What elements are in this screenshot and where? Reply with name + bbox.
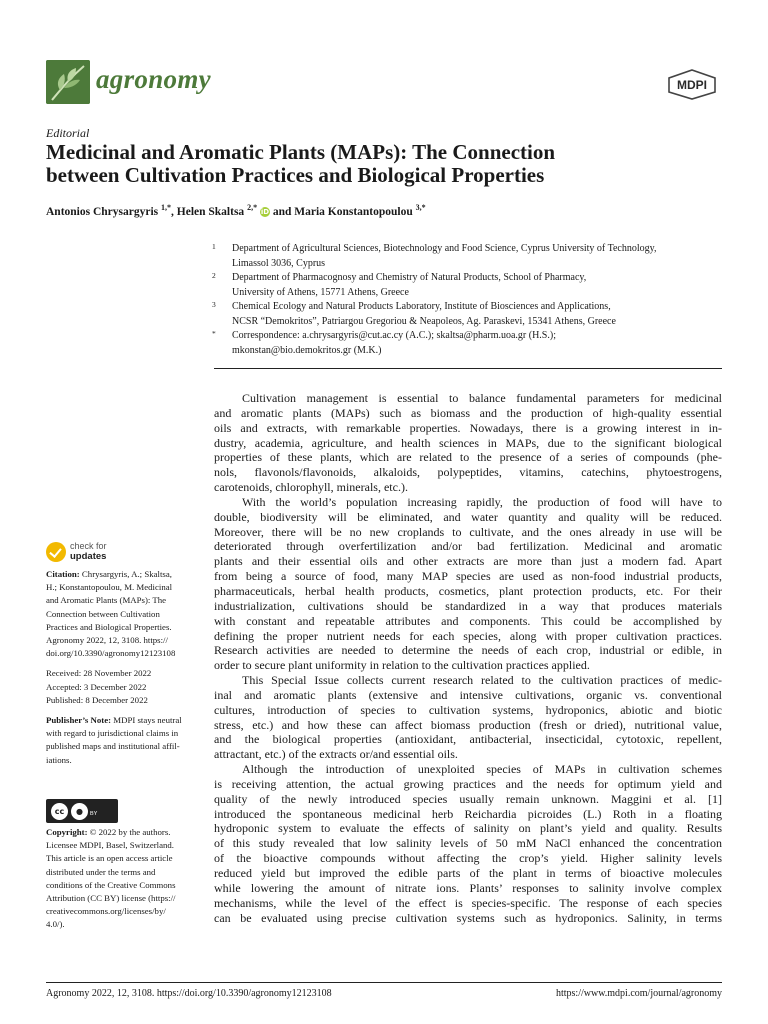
check-updates-line: updates: [70, 550, 107, 562]
published-date: Published: 8 December 2022: [46, 694, 148, 705]
publisher-note-label: Publisher’s Note:: [46, 715, 112, 726]
section-divider: [214, 368, 722, 369]
cc-by-label: BY: [90, 811, 98, 817]
copyright-label: Copyright:: [46, 827, 88, 837]
orcid-icon[interactable]: iD: [260, 207, 270, 216]
footer-citation[interactable]: Agronomy 2022, 12, 3108. https://doi.org/10.3390/agronomy12123108: [46, 988, 332, 999]
title-line: between Cultivation Practices and Biological Properties: [46, 163, 545, 187]
article-sidebar: [46, 568, 196, 767]
check-updates-line: check for: [70, 541, 107, 551]
title-line: Medicinal and Aromatic Plants (MAPs): The Connection: [46, 140, 556, 164]
cc-by-license-badge[interactable]: [46, 799, 118, 823]
correspondence[interactable]: * Correspondence: a.chrysargyris@cut.ac.cy (A.C.); skaltsa@pharm.uoa.gr (H.S.); mkonstan@bio.demokritos.gr (M.K.): [212, 329, 556, 356]
journal-name[interactable]: agronomy: [96, 64, 211, 94]
copyright-notice: Copyright: © 2022 by the authors. Licensee MDPI, Basel, Switzerland. This article is an open access article distributed under the terms and conditions of the Creative Commons Attribution (CC BY) license (https:// creativecommons.org/licenses/by/ 4.0/).: [46, 826, 196, 932]
publication-dates: [46, 667, 196, 707]
author-name[interactable]: Helen Skaltsa: [176, 205, 245, 218]
affiliation-item: 2 Department of Pharmacognosy and Chemistry of Natural Products, School of Pharmacy, University of Athens, 15771 Athens, Greece: [212, 271, 587, 298]
author-list: Antonios Chrysargyris $^{1,*}$, Helen Skaltsa $^{2,*}$ iD and Maria Konstantopoulou $^{3,*}$: [46, 203, 426, 218]
author-affiliation-mark: 1,*: [161, 203, 172, 212]
affiliation-item: 3 Chemical Ecology and Natural Products Laboratory, Institute of Biosciences and Applications, NCSR “Demokritos”, Patriargou Gregoriou & Neapoleos, Ag. Paraskevi, 15341 Athens, Greece: [212, 300, 616, 327]
accepted-date: Accepted: 3 December 2022: [46, 681, 147, 692]
creative-commons-icon: cc: [50, 802, 69, 821]
author-name[interactable]: Maria Konstantopoulou: [294, 205, 413, 218]
license-link[interactable]: creativecommons.org/licenses/by/: [46, 906, 166, 917]
citation-doi-link[interactable]: doi.org/10.3390/agronomy12123108: [46, 648, 176, 659]
footer-journal-link[interactable]: https://www.mdpi.com/journal/agronomy: [555, 988, 722, 999]
affiliation-item: 1 Department of Agricultural Sciences, Biotechnology and Food Science, Cyprus University of Technology, Limassol 3036, Cyprus: [212, 242, 657, 269]
publisher-note: Publisher’s Note: MDPI stays neutral with regard to jurisdictional claims in published maps and institutional affil- iations.: [46, 715, 182, 765]
attribution-person-icon: ●: [70, 802, 89, 821]
mdpi-logo-text: MDPI: [677, 78, 707, 92]
article-body: Cultivation management is essential to balance fundamental parameters for medicinal and aromatic plants (MAPs) such as biomass and the production of high-quality essential oils and extracts, with remarkable properties. Nowadays, there is a growing interest in in- dustry, academia, agriculture, and health sciences in MAPs, due to the significant biological properties of these plants, which are related to the presence of a series of compounds (phe- nols, flavonols/flavonoids, alkaloids, polypeptides, vitamins, catechins, phytoestrogens, carotenoids, chlorophyll, minerals, etc.). With the world’s population increasing rapidly, the production of food will have to double, biodiversity will be eliminated, and water quantity and quality will be reduced. Moreover, there will be no new croplands to cultivate, and the ones already in use will be deteriorated through overfertilization and/or bad fertilization. Medicinal and aromatic plants and their essential oils and other extracts are more than just a modern fad. Apart from being a source of food, many MAP species are used as non-food industrial products, pharmaceuticals, herbal health products, cosmetics, plant protection products, etc. For their industrialization, cultivations should be standardized in a way that produces materials with constant and repeatable attributes and components. This could be accomplished by defining the proper nutrient needs for each species, along with proper cultivation practices. Research activities are needed to determine the needs of each crop, industrial or edible, in order to secure plant uniformity in relation to the cultivation practices applied. This Special Issue collects current research related to the cultivation practices of medic- inal and aromatic plants (extensive and intensive cultivations, organic vs. conventional cultures, introduction of species to cultivation systems, hydroponics, abiotic and biotic stress, etc.) and how these can affect biomass production (fresh or dried), nutritional value, and the biological properties (antioxidant, antibacterial, insecticidal, cytotoxic, repellent, attractant, etc.) of the extracts or/and essential oils. Although the introduction of unexploited species of MAPs in cultivation schemes is receiving attention, the actual growing practices and the needs for optimum yield and quality of the newly introduced species usually remain unknown. Maggini et al. [1] introduced the spontaneous medicinal herb Reichardia picroides (L.) Roth in a floating hydroponic system to evaluate the effects of salinity on plant’s yield and quality. Results of this study revealed that low salinity levels of 50 mM NaCl enhanced the concentration of the bioactive compounds without affecting the crop’s yield. Higher salinity levels reduced yield but improved the edible parts of the plant in terms of bioactive molecules while lowering the amount of nitrate ions. Plants’ responses to salinity involve complex mechanisms, while the level of the effect is species-specific. The response of each species can be evaluated using precise cultivation systems such as hydroponics. Salinity, in terms: [214, 391, 722, 925]
author-affiliation-mark: 2,*: [247, 203, 258, 212]
citation-block: Citation: Chrysargyris, A.; Skaltsa, H.; Konstantopoulou, M. Medicinal and Aromatic Plants (MAPs): The Connection between Cultivation Practices and Biological Properties. Agronomy 2022, 12, 3108. https:// doi.org/10.3390/agronomy12123108: [46, 568, 196, 660]
author-affiliation-mark: 3,*: [415, 203, 426, 212]
checkmark-icon: [46, 542, 66, 562]
check-for-updates-button[interactable]: [46, 540, 136, 564]
received-date: Received: 28 November 2022: [46, 668, 152, 679]
article-type: Editorial: [46, 126, 90, 140]
affiliations: [212, 242, 722, 358]
mdpi-logo[interactable]: [666, 68, 718, 100]
article-title: [46, 141, 736, 187]
citation-label: Citation:: [46, 569, 80, 579]
journal-logo: [46, 60, 90, 104]
footer-divider: [46, 982, 722, 983]
author-name[interactable]: Antonios Chrysargyris: [46, 205, 159, 218]
